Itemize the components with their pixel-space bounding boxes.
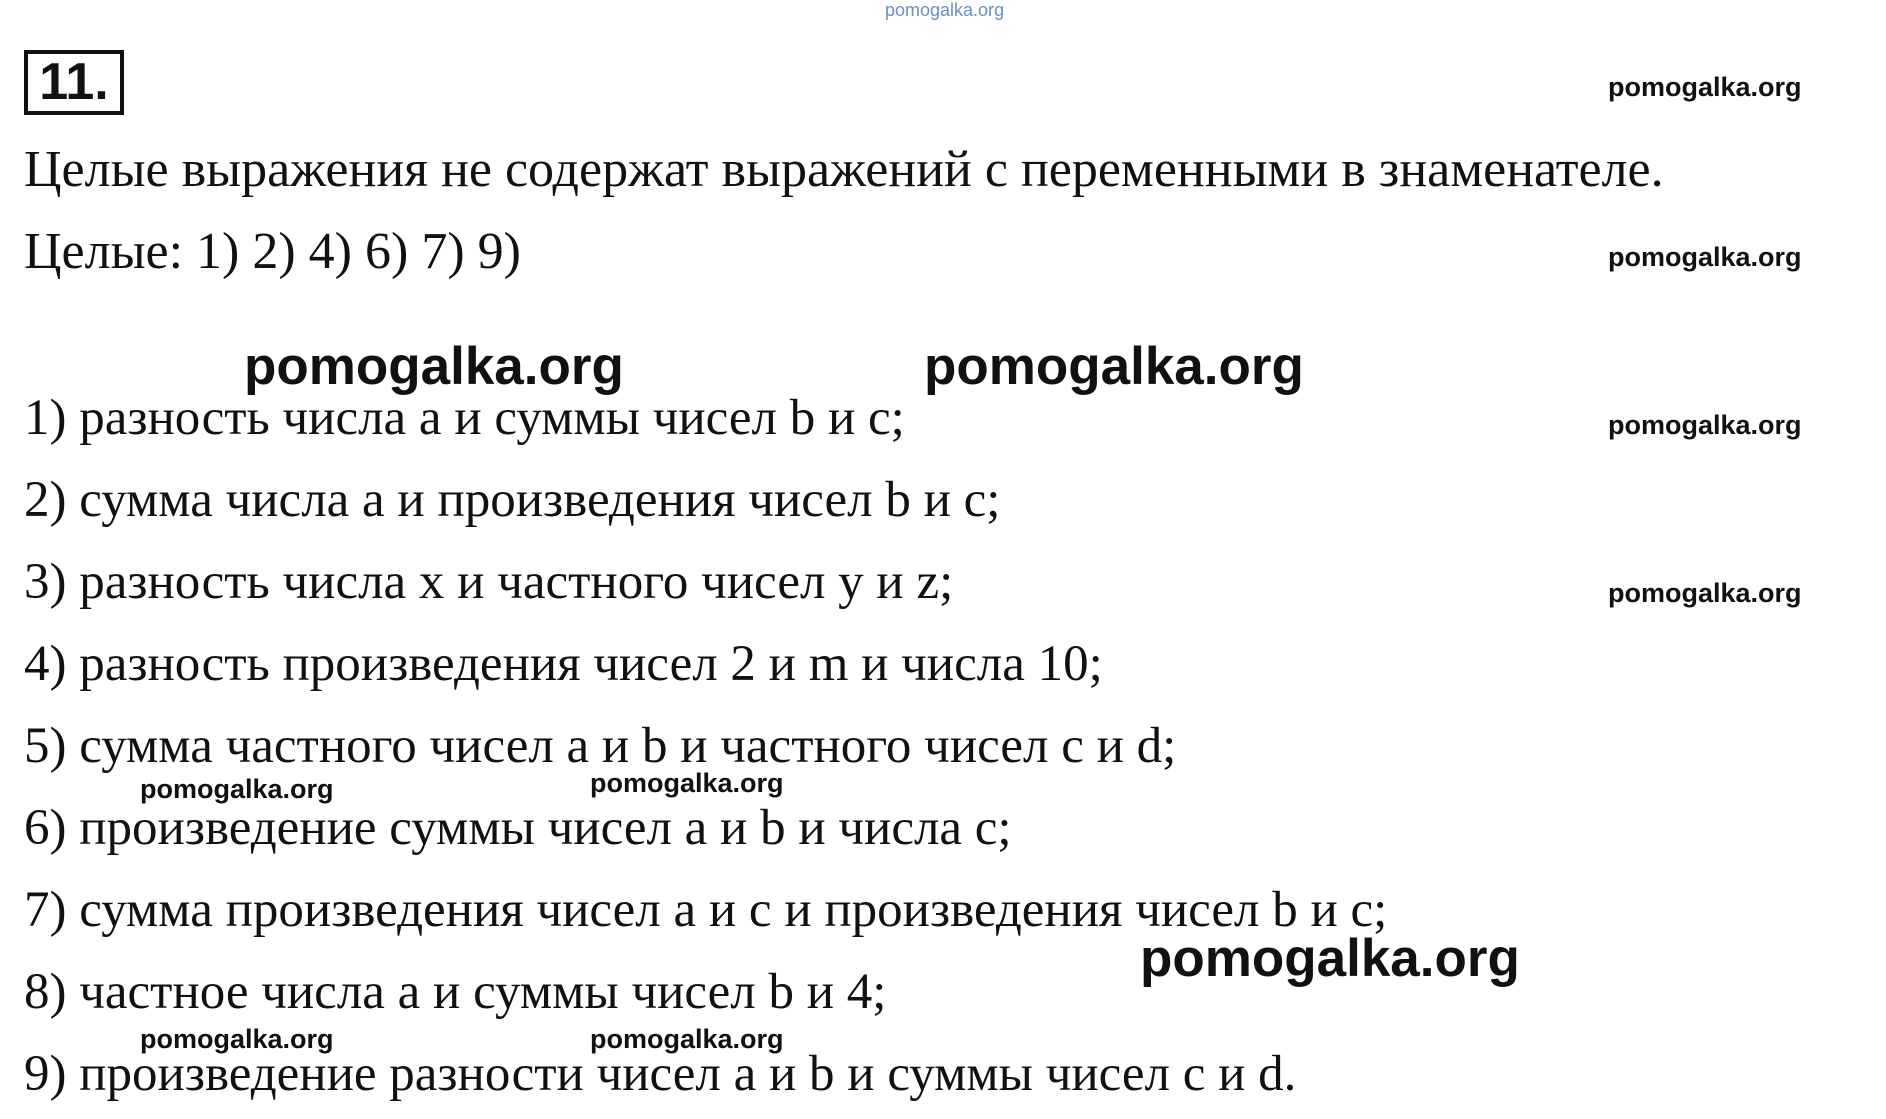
list-item: 7) сумма произведения чисел a и c и произведения чисел b и c; (24, 882, 1388, 938)
watermark: pomogalka.org (1608, 578, 1802, 608)
watermark: pomogalka.org (1608, 410, 1802, 440)
watermark-large: pomogalka.org (244, 337, 624, 396)
top-watermark: pomogalka.org (885, 0, 1005, 20)
list-item: 8) частное числа a и суммы чисел b и 4; (24, 964, 887, 1020)
watermark: pomogalka.org (1608, 242, 1802, 272)
list-item: 1) разность числа a и суммы чисел b и c; (24, 390, 905, 446)
watermark: pomogalka.org (590, 1024, 784, 1054)
list-item: 5) сумма частного чисел a и b и частного чисел c и d; (24, 718, 1177, 774)
problem-statement: Целые выражения не содержат выражений с переменными в знаменателе. (24, 141, 1664, 198)
watermark: pomogalka.org (1608, 72, 1802, 102)
list-item: 9) произведение разности чисел a и b и суммы чисел c и d. (24, 1046, 1297, 1102)
watermark: pomogalka.org (140, 774, 334, 804)
list-item: 2) сумма числа a и произведения чисел b и c; (24, 472, 1001, 528)
watermark: pomogalka.org (140, 1024, 334, 1054)
list-item: 3) разность числа x и частного чисел y и z; (24, 554, 954, 610)
watermark-large: pomogalka.org (1140, 929, 1520, 988)
watermark: pomogalka.org (590, 768, 784, 798)
problem-number-box: 11. (24, 50, 124, 115)
answer-line: Целые: 1) 2) 4) 6) 7) 9) (24, 223, 521, 280)
list-item: 6) произведение суммы чисел a и b и числа c; (24, 800, 1012, 856)
list-item: 4) разность произведения чисел 2 и m и числа 10; (24, 636, 1103, 692)
watermark-large: pomogalka.org (924, 337, 1304, 396)
